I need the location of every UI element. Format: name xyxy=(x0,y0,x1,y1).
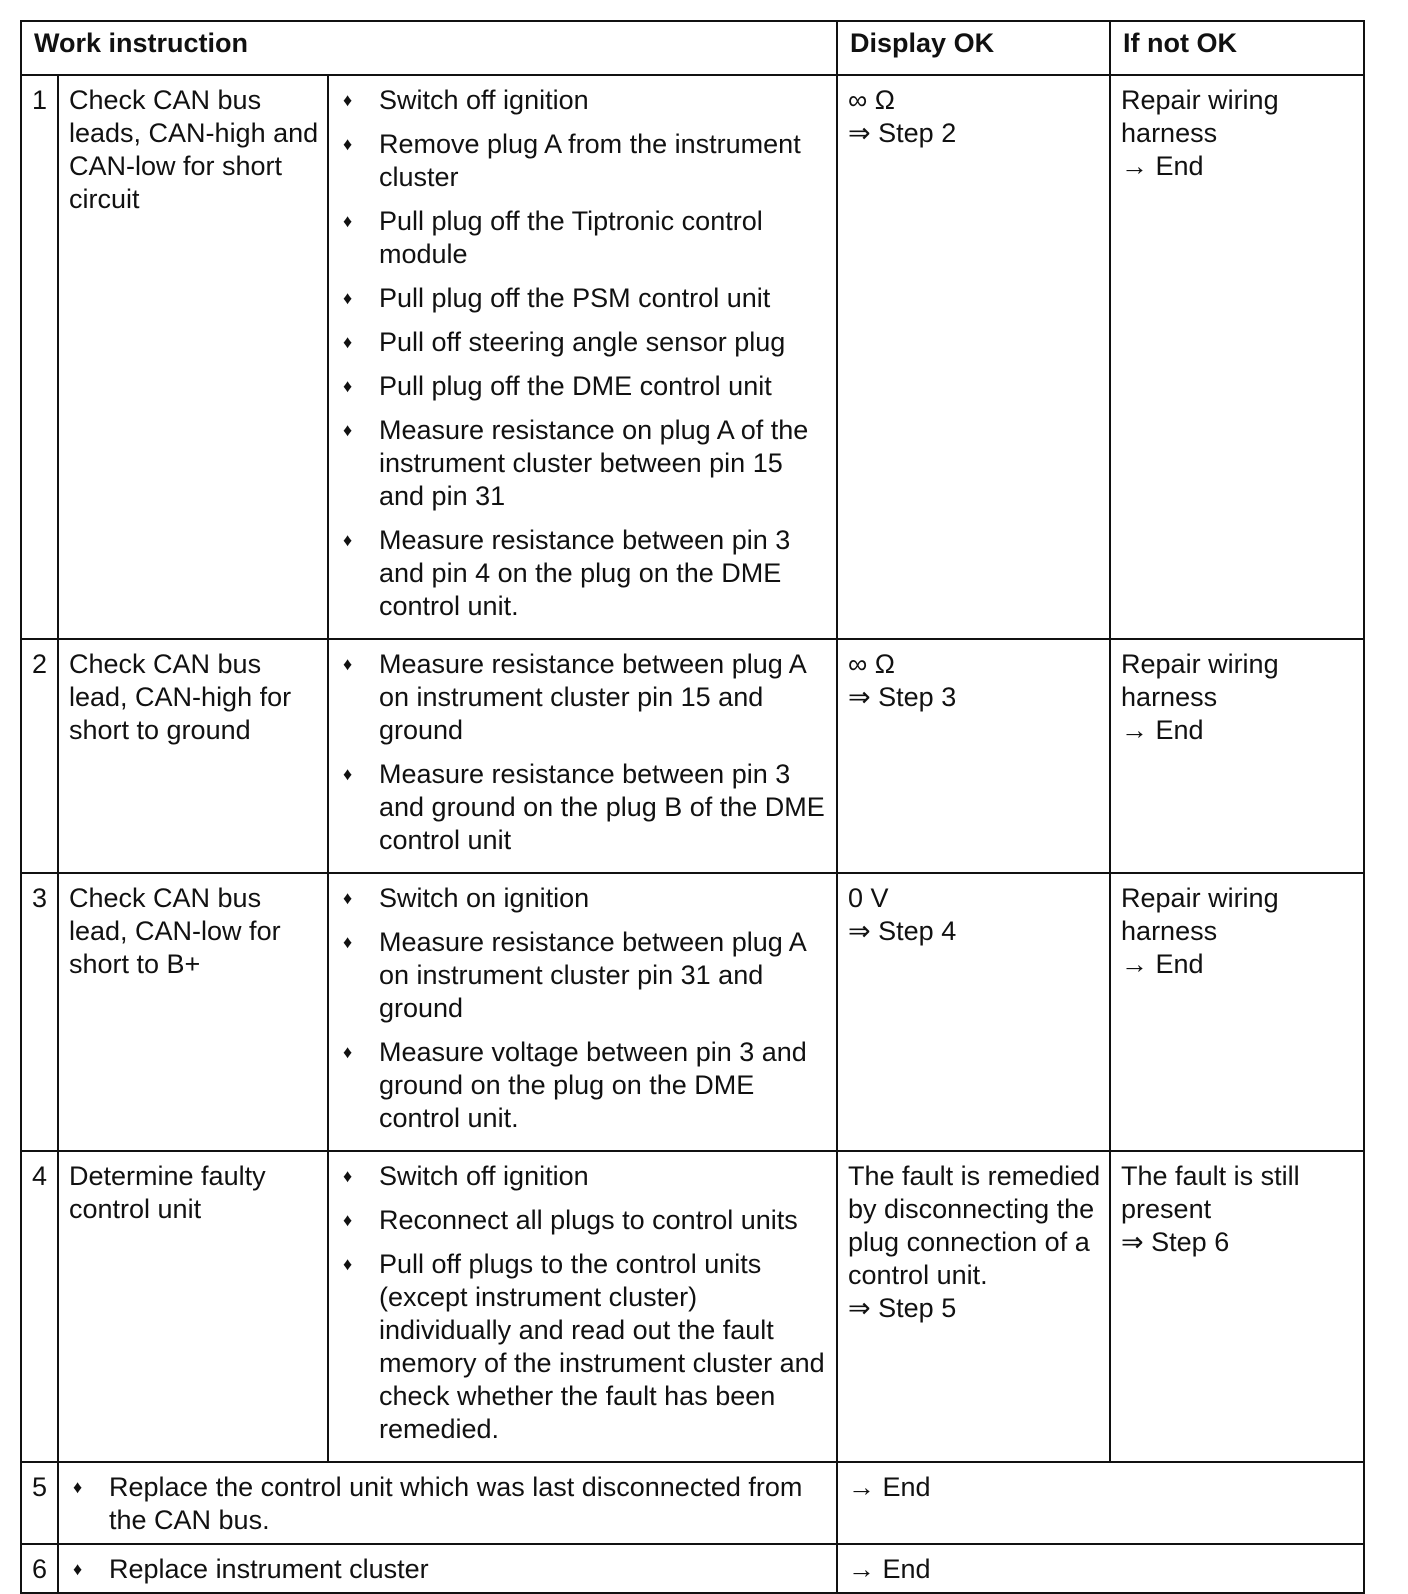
list-item: ♦ Measure resistance between pin 3 and ground on the plug B of the DME control unit xyxy=(341,758,830,857)
next-step: ⇒ Step 6 xyxy=(1121,1227,1230,1257)
display-value: The fault is remedied by disconnecting the plug connection of a control unit. xyxy=(848,1161,1101,1290)
work-instruction-table xyxy=(20,20,1365,1594)
step-number: 6 xyxy=(21,1544,58,1593)
table-row xyxy=(21,75,1364,639)
table-row xyxy=(21,1462,1364,1544)
list-item: ♦ Measure resistance on plug A of the instrument cluster between pin 15 and pin 31 xyxy=(341,414,830,513)
step-instructions xyxy=(328,1151,837,1462)
step-number: 3 xyxy=(21,873,58,1151)
next-step: ⇒ Step 4 xyxy=(848,916,957,946)
header-if-not-ok: If not OK xyxy=(1110,21,1364,75)
display-ok-cell: → End xyxy=(837,1462,1364,1544)
step-title: Determine faulty control unit xyxy=(58,1151,328,1462)
display-value: 0 V xyxy=(848,883,889,913)
list-item: ♦ Pull off steering angle sensor plug xyxy=(341,326,830,359)
list-item: ♦ Reconnect all plugs to control units xyxy=(341,1204,830,1237)
next-step: → End xyxy=(1121,715,1204,745)
if-not-ok-cell xyxy=(1110,639,1364,873)
corrective-action: Repair wiring harness xyxy=(1121,85,1279,148)
header-work-instruction: Work instruction xyxy=(21,21,837,75)
corrective-action: Repair wiring harness xyxy=(1121,649,1279,712)
display-ok-cell xyxy=(837,1151,1110,1462)
table-row xyxy=(21,873,1364,1151)
display-value: ∞ Ω xyxy=(848,649,895,679)
step-title: Check CAN bus lead, CAN-low for short to B+ xyxy=(58,873,328,1151)
step-instructions xyxy=(58,1544,837,1593)
list-item: ♦ Measure resistance between pin 3 and pin 4 on the plug on the DME control unit. xyxy=(341,524,830,623)
step-instructions xyxy=(328,75,837,639)
next-step: ⇒ Step 3 xyxy=(848,682,957,712)
list-item: ♦ Replace the control unit which was last disconnected from the CAN bus. xyxy=(71,1471,830,1537)
corrective-action: The fault is still present xyxy=(1121,1161,1300,1224)
step-title: Check CAN bus lead, CAN-high for short to ground xyxy=(58,639,328,873)
step-instructions xyxy=(328,873,837,1151)
list-item: ♦ Switch off ignition xyxy=(341,84,830,117)
step-number: 5 xyxy=(21,1462,58,1544)
list-item: ♦ Pull plug off the DME control unit xyxy=(341,370,830,403)
list-item: ♦ Remove plug A from the instrument cluster xyxy=(341,128,830,194)
list-item: ♦ Pull off plugs to the control units (except instrument cluster) individually and read out the fault memory of the instrument cluster and check whether the fault has been remedied. xyxy=(341,1248,830,1446)
next-step: ⇒ Step 5 xyxy=(848,1293,957,1323)
header-row xyxy=(21,21,1364,75)
step-number: 4 xyxy=(21,1151,58,1462)
step-title: Check CAN bus leads, CAN-high and CAN-low for short circuit xyxy=(58,75,328,639)
next-step: → End xyxy=(1121,949,1204,979)
if-not-ok-cell xyxy=(1110,873,1364,1151)
step-instructions xyxy=(58,1462,837,1544)
header-display-ok: Display OK xyxy=(837,21,1110,75)
if-not-ok-cell xyxy=(1110,75,1364,639)
table-row xyxy=(21,639,1364,873)
list-item: ♦ Switch off ignition xyxy=(341,1160,830,1193)
display-ok-cell xyxy=(837,639,1110,873)
list-item: ♦ Measure resistance between plug A on instrument cluster pin 15 and ground xyxy=(341,648,830,747)
list-item: ♦ Measure resistance between plug A on instrument cluster pin 31 and ground xyxy=(341,926,830,1025)
if-not-ok-cell xyxy=(1110,1151,1364,1462)
list-item: ♦ Replace instrument cluster xyxy=(71,1553,830,1586)
corrective-action: Repair wiring harness xyxy=(1121,883,1279,946)
list-item: ♦ Pull plug off the Tiptronic control module xyxy=(341,205,830,271)
display-value: ∞ Ω xyxy=(848,85,895,115)
display-ok-cell xyxy=(837,75,1110,639)
display-ok-cell xyxy=(837,873,1110,1151)
next-step: ⇒ Step 2 xyxy=(848,118,957,148)
step-number: 1 xyxy=(21,75,58,639)
step-number: 2 xyxy=(21,639,58,873)
table-row xyxy=(21,1151,1364,1462)
display-ok-cell: → End xyxy=(837,1544,1364,1593)
list-item: ♦ Measure voltage between pin 3 and ground on the plug on the DME control unit. xyxy=(341,1036,830,1135)
next-step: → End xyxy=(1121,151,1204,181)
table-row xyxy=(21,1544,1364,1593)
step-instructions xyxy=(328,639,837,873)
list-item: ♦ Pull plug off the PSM control unit xyxy=(341,282,830,315)
list-item: ♦ Switch on ignition xyxy=(341,882,830,915)
